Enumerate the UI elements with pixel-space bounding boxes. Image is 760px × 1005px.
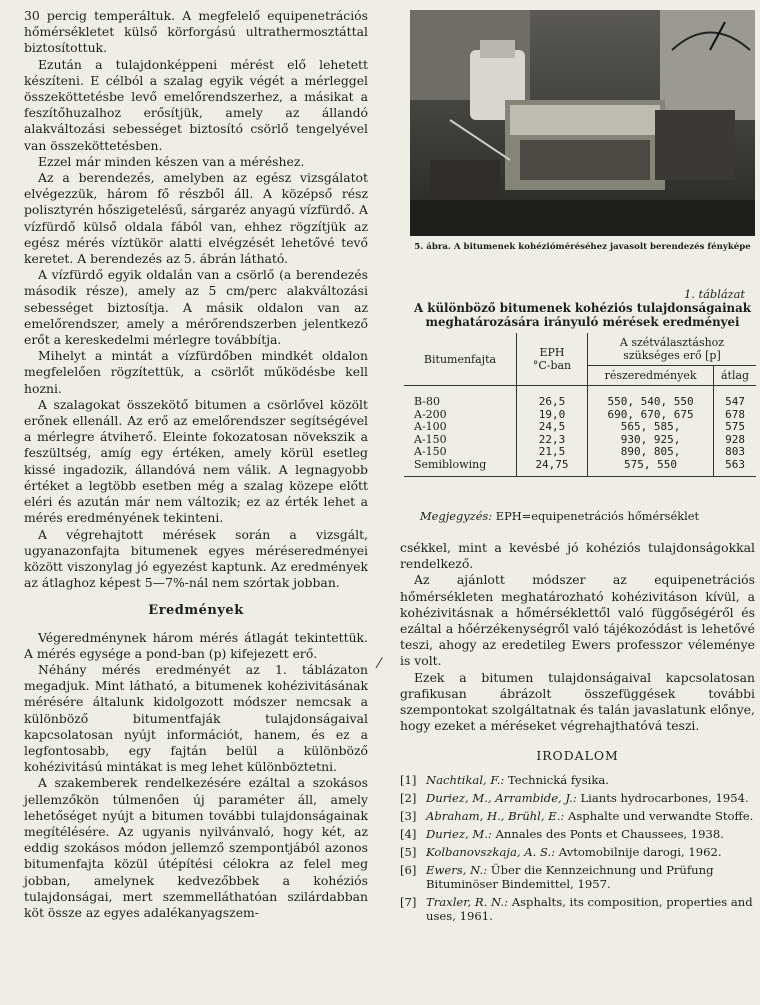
table-note [420,509,750,523]
table-note-text: EPH=equipenetrációs hőmérséklet [495,509,700,523]
table-row [404,459,756,476]
apparatus-photo-drawing [410,10,755,236]
reference-number: [5] [400,844,417,859]
cell-type: A-150 [404,446,517,459]
reference-number: [1] [400,772,417,787]
cell-eph: 19,0 [517,409,588,422]
table-note-label: Megjegyzés: [420,509,493,523]
reference-author: Duriez, M., Arrambide, J.: [426,790,577,805]
cell-eph: 21,5 [517,446,588,459]
right-column [400,540,755,927]
paragraph: Az a berendezés, amelyben az egész vizsgálatot elvégezzük, három fő részből áll. A középső rész polisztyrén hőszigetelésű, sárgaréz anyagú vízfürdő. A vízfürdő külső oldala fából van, ehhez rögzítjük az egész mérés víztükör alatti elvégzését lehetővé tevő keretet. A berendezés az 5. ábrán látható. [24,170,368,267]
references-heading: IRODALOM [536,748,619,764]
cell-type: A-100 [404,421,517,434]
table-title-line: A különböző bitumenek kohéziós tulajdonságainak [414,301,751,315]
paragraph: A vízfürdő egyik oldalán van a csörlő (a berendezés második része), amely az 5 cm/perc alakváltozási sebességet biztosítja. A másik oldalon van az emelőrendszer, amely a mérőrendszerben jelentkező erőt a kereskedelmi mérlegre továbbítja. [24,267,368,348]
cell-partial: 690, 670, 675 [588,409,714,422]
table-row [404,409,756,422]
paragraph: csékkel, mint a kevésbé jó kohéziós tulajdonságokkal rendelkező. [400,540,755,572]
table-label: 1. táblázat [684,287,745,301]
cell-partial: 565, 585, [588,421,714,434]
results-table [404,333,756,477]
paragraph: Néhány mérés eredményét az 1. táblázaton megadjuk. Mint látható, a bitumenek kohézivitásának mérésére általunk kidolgozott módszer nemcsak a különböző bitumentfaják tulajdonságaival kapcsolatosan nyújt információt, hanem, és ez a legfontosabb, egy fajtán belül a különböző kohézivitású mintákat is meg lehet különböztetni. [24,661,368,775]
paragraph: 30 percig temperáltuk. A megfelelő equipenetrációs hőmérsékletet külső körforgású ultrathermosztáttal biztosítottuk. [24,8,368,56]
table-spacer-row [404,386,756,397]
reference-number: [7] [400,894,417,909]
cell-partial: 890, 805, [588,446,714,459]
reference-author: Kolbanovszkaja, A. S.: [426,844,556,859]
header-force-line: szükséges erő [p] [623,349,721,362]
reference-number: [6] [400,862,417,877]
reference-author: Duriez, M.: [426,826,492,841]
margin-pencil-mark: ⁄ [378,656,381,672]
header-force-line: A szétválasztáshoz [619,336,725,349]
reference-item [400,827,755,841]
reference-item [400,791,755,805]
paragraph: Végeredménynek három mérés átlagát tekintettük. A mérés egysége a pond-ban (p) kifejezett erő. [24,629,368,661]
cell-type: A-200 [404,409,517,422]
cell-eph: 26,5 [517,396,588,409]
cell-partial: 550, 540, 550 [588,396,714,409]
table-row [404,421,756,434]
reference-number: [2] [400,790,417,805]
paragraph: Mihelyt a mintát a vízfürdőben mindkét oldalon megfelelően rögzítettük, a csörlőt működésbe kell hozni. [24,348,368,396]
table-row [404,396,756,409]
reference-author: Traxler, R. N.: [426,894,509,909]
reference-author: Nachtikal, F.: [426,772,505,787]
cell-average: 547 [725,395,745,408]
table-row [404,434,756,447]
header-eph-line: °C-ban [532,359,572,372]
paragraph: Ezek a bitumen tulajdonságaival kapcsolatosan grafikusan ábrázolt összefüggések további szempontokat szolgáltatnak és talán javaslatunk előnye, hogy ezeket a méréseket végrehajthatóvá teszi. [400,669,755,734]
reference-author: Abraham, H., Brühl, E.: [426,808,565,823]
cell-average: 575 [725,420,745,434]
cell-type: B-80 [404,396,517,409]
reference-text: Liants hydrocarbones, 1954. [580,790,749,805]
paragraph: A szalagokat összekötő bitumen a csörlővel közölt erőnek ellenáll. Az erő az emelőrendszer segítségével a mérlegre átviheтő. Eleinte fokozatosan növekszik a feszültség, amíg egy értéken, amely körül esetleg kissé ingadozik, állandóvá nem válik. A legnagyobb értéket a legtöbb esetben még a szalag közepe előtt eléri és azután már nem változik; ez az érték lehet a mérés eredményének tekinteni. [24,396,368,526]
header-force-group [588,333,757,366]
cell-eph: 24,5 [517,421,588,434]
reference-number: [3] [400,808,417,823]
reference-item [400,845,755,859]
cell-partial: 930, 925, [588,434,714,447]
reference-text: Annales des Ponts et Chaussees, 1938. [495,826,724,841]
cell-average: 928 [725,432,745,446]
cell-type: Semiblowing [404,459,517,476]
reference-author: Ewers, N.: [426,862,488,877]
reference-item [400,863,755,891]
reference-text: Technická fysika. [507,772,609,787]
paragraph: Ezután a tulajdonképpeni mérést elő lehetett készíteni. E célból a szalag egyik végét a mérleggel összeköttetésbe levő emelőrendszerhez, a másikat a feszítőhuzalhoz erősítjük, amely az állandó alakváltozási sebességet biztosító csörlő tengelyével van összeköttetésben. [24,56,368,153]
cell-eph: 24,75 [517,459,588,476]
figure-caption: 5. ábra. A bitumenek kohézióméréséhez javasolt berendezés fényképe [414,242,751,252]
left-column [24,8,368,921]
reference-item [400,895,755,923]
reference-item [400,773,755,787]
header-partial-results: részeredmények [588,366,714,386]
references-list [400,773,755,923]
header-average: átlag [714,366,756,386]
cell-eph: 22,3 [517,434,588,447]
reference-item [400,809,755,823]
reference-text: Asphalts, its composition, properties and uses, 1961. [426,894,753,923]
reference-text: Über die Kennzeichnung und Prüfung Bituminöser Bindemittel, 1957. [426,862,714,891]
header-eph-line: EPH [539,346,565,359]
cell-type: A-150 [404,434,517,447]
reference-text: Asphalte und verwandte Stoffe. [567,808,754,823]
header-bitumen-type: Bitumenfajta [404,333,517,386]
table-title-line: meghatározására irányuló mérések eredményei [425,315,740,329]
reference-number: [4] [400,826,417,841]
cell-average: 563 [714,459,756,476]
cell-average: 803 [725,445,745,459]
paragraph: A szakemberek rendelkezésére ezáltal a szokásos jellemzőkön túlmenően új paraméter áll, amely lehetőséget nyújt a bitumen további tulajdonságainak megítélésére. Az ugyanis nyilvánvaló, hogy két, az eddig szokásos módon jellemző szempontjából azonos bitumenfajta közül útépítési célokra az felel meg jobban, amelynek kedvezőbbek a kohéziós tulajdonságai, mert szemmelláthatóan szilárdabban köt össze az egyes adalékanyagszem- [24,775,368,920]
cell-partial: 575, 550 [588,459,714,476]
header-eph [517,333,588,386]
paragraph: A végrehajtott mérések során a vizsgált, ugyanazonfajta bitumenek egyes méréseredményei között viszonylag jó egyezést kaptunk. Az eredmények az átlaghoz képest 5—7%-nál nem szórtak jobban. [24,526,368,591]
table-title [410,301,755,329]
reference-text: Avtomobilnije darogi, 1962. [558,844,722,859]
section-heading: Eredmények [148,603,244,619]
apparatus-photo [410,10,755,236]
paragraph: Ezzel már minden készen van a méréshez. [38,153,305,169]
cell-average: 678 [725,407,745,421]
paragraph: Az ajánlott módszer az equipenetrációs hőmérsékleten meghatározható kohézivitáson kívül, a kohézivitásnak a hőmérséklettől való függőségéről és ezáltal a hőérzékenységről való tájékozódást is lehetővé teszi, ahogy az eredetileg Ewers professzor véleménye is volt. [400,572,755,669]
